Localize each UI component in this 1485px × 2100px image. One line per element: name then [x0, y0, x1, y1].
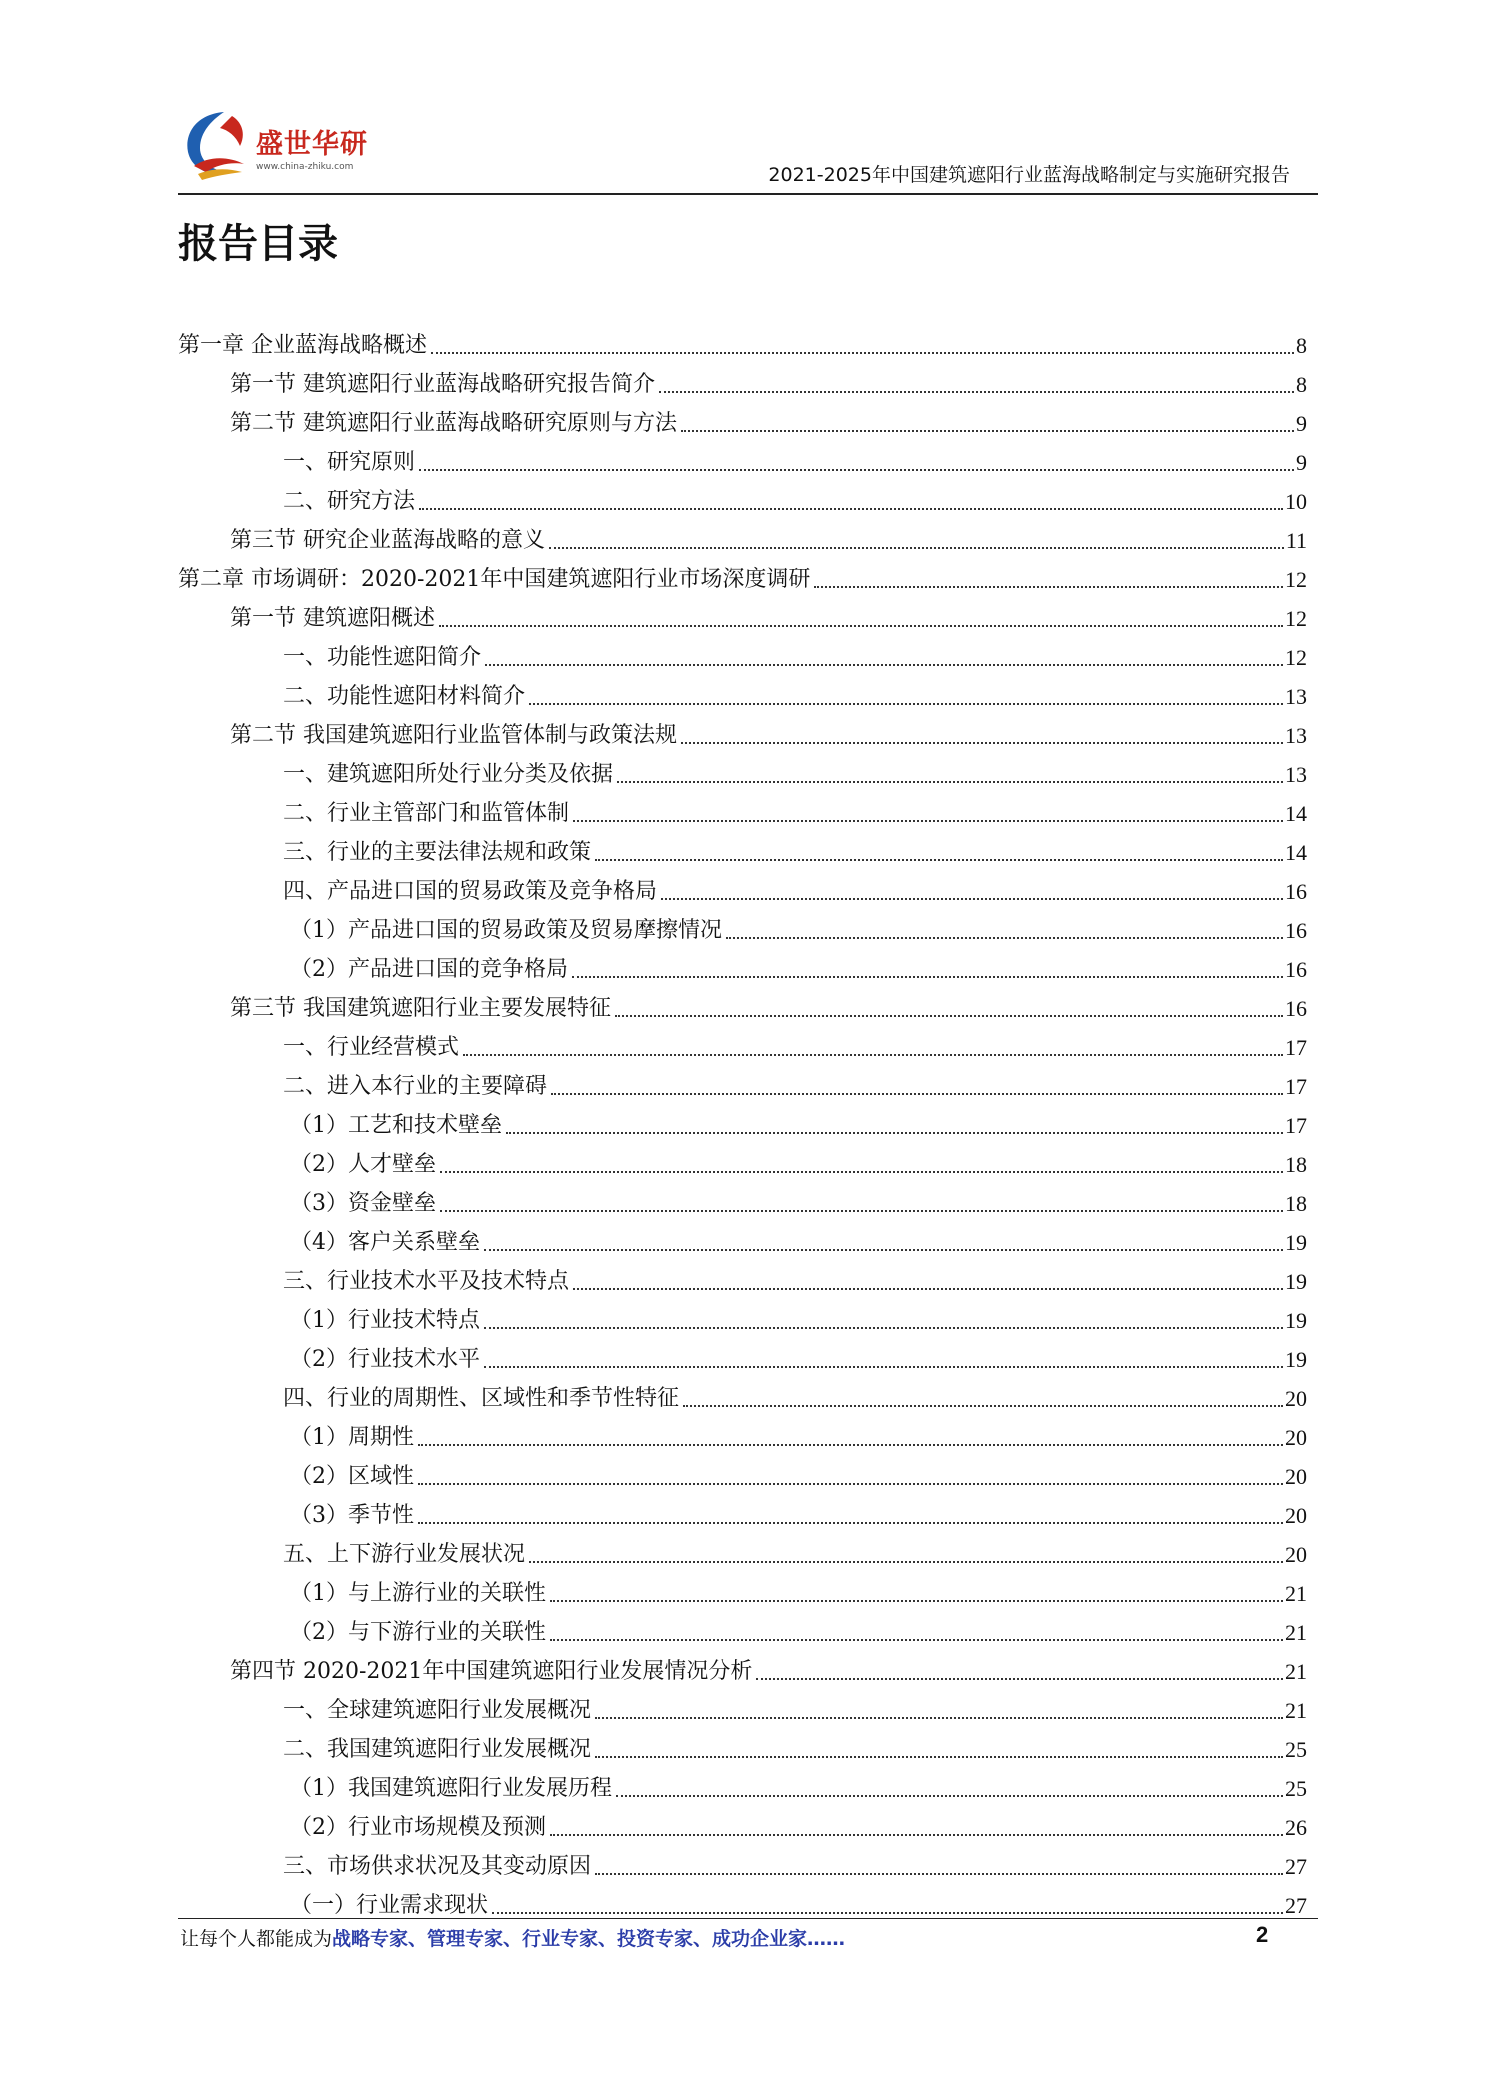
toc-entry-label: 第三节 我国建筑遮阳行业主要发展特征: [230, 996, 611, 1021]
toc-entry-label: （2）行业技术水平: [290, 1347, 480, 1372]
toc-entry-label: 一、功能性遮阳简介: [283, 645, 482, 670]
toc-dot-leader: [550, 1639, 1283, 1641]
toc-entry[interactable]: [283, 1063, 1307, 1102]
toc-entry-label: 二、进入本行业的主要障碍: [283, 1074, 548, 1099]
toc-entry-label: 三、行业的主要法律法规和政策: [283, 840, 592, 865]
toc-entry-label: （1）我国建筑遮阳行业发展历程: [290, 1776, 612, 1801]
toc-dot-leader: [419, 508, 1283, 510]
page-header: [178, 100, 1318, 196]
toc-entry[interactable]: [283, 1687, 1307, 1726]
toc-entry-page: 21: [1285, 1698, 1307, 1723]
toc-entry[interactable]: [290, 1492, 1307, 1531]
toc-entry[interactable]: [283, 868, 1307, 907]
toc-dot-leader: [529, 1561, 1283, 1563]
toc-entry-label: 二、我国建筑遮阳行业发展概况: [283, 1737, 592, 1762]
logo-emblem-icon: [178, 106, 254, 186]
toc-entry-page: 12: [1285, 567, 1307, 592]
toc-dot-leader: [419, 469, 1294, 471]
toc-dot-leader: [681, 430, 1294, 432]
toc-entry-page: 16: [1285, 996, 1307, 1021]
toc-dot-leader: [484, 1366, 1283, 1368]
toc-entry-page: 27: [1285, 1854, 1307, 1879]
toc-entry-label: （1）与上游行业的关联性: [290, 1581, 546, 1606]
toc-entry-page: 12: [1285, 645, 1307, 670]
toc-entry-page: 13: [1285, 762, 1307, 787]
toc-entry[interactable]: [283, 751, 1307, 790]
header-divider: [178, 193, 1318, 195]
toc-entry[interactable]: [283, 634, 1307, 673]
toc-entry-label: 第二节 我国建筑遮阳行业监管体制与政策法规: [230, 723, 677, 748]
toc-entry[interactable]: [290, 946, 1307, 985]
toc-entry-label: 第四节 2020-2021年中国建筑遮阳行业发展情况分析: [230, 1659, 753, 1684]
toc-entry-label: （1）行业技术特点: [290, 1308, 480, 1333]
toc-entry-label: 四、产品进口国的贸易政策及竞争格局: [283, 879, 658, 904]
toc-entry-label: 二、研究方法: [283, 489, 416, 514]
toc-entry[interactable]: [283, 1024, 1307, 1063]
toc-entry-page: 13: [1285, 684, 1307, 709]
toc-dot-leader: [484, 1249, 1283, 1251]
toc-entry-page: 25: [1285, 1737, 1307, 1762]
toc-dot-leader: [549, 547, 1284, 549]
toc-entry[interactable]: [230, 985, 1307, 1024]
toc-dot-leader: [506, 1132, 1283, 1134]
toc-entry[interactable]: [283, 1375, 1307, 1414]
toc-dot-leader: [440, 1171, 1283, 1173]
toc-entry-label: （2）人才壁垒: [290, 1152, 436, 1177]
company-logo: [178, 100, 388, 190]
toc-entry[interactable]: [290, 1180, 1307, 1219]
toc-entry-label: （2）行业市场规模及预测: [290, 1815, 546, 1840]
toc-entry-page: 21: [1285, 1581, 1307, 1606]
toc-entry-page: 21: [1285, 1620, 1307, 1645]
toc-entry[interactable]: [290, 1570, 1307, 1609]
toc-entry-label: （1）产品进口国的贸易政策及贸易摩擦情况: [290, 918, 722, 943]
toc-entry[interactable]: [230, 1648, 1307, 1687]
toc-entry-label: （4）客户关系壁垒: [290, 1230, 480, 1255]
toc-dot-leader: [756, 1678, 1283, 1680]
toc-dot-leader: [595, 1717, 1283, 1719]
toc-dot-leader: [418, 1522, 1283, 1524]
toc-entry-label: 一、建筑遮阳所处行业分类及依据: [283, 762, 614, 787]
toc-entry-page: 11: [1285, 528, 1307, 553]
toc-dot-leader: [661, 898, 1283, 900]
toc-entry-label: 三、行业技术水平及技术特点: [283, 1269, 570, 1294]
toc-entry-label: 第一节 建筑遮阳概述: [230, 606, 435, 631]
toc-dot-leader: [550, 1834, 1283, 1836]
toc-dot-leader: [615, 1015, 1283, 1017]
toc-entry-page: 27: [1285, 1893, 1307, 1918]
toc-entry[interactable]: [230, 361, 1307, 400]
toc-entry-label: （2）产品进口国的竞争格局: [290, 957, 568, 982]
toc-entry[interactable]: [283, 439, 1307, 478]
toc-entry[interactable]: [290, 1219, 1307, 1258]
toc-entry-page: 20: [1285, 1503, 1307, 1528]
toc-entry-page: 9: [1296, 450, 1307, 475]
toc-entry[interactable]: [283, 673, 1307, 712]
brand-url: www.china-zhiku.com: [256, 162, 354, 172]
toc-entry-page: 20: [1285, 1464, 1307, 1489]
toc-entry[interactable]: [290, 1336, 1307, 1375]
toc-dot-leader: [492, 1912, 1283, 1914]
toc-entry-label: 一、研究原则: [283, 450, 416, 475]
toc-dot-leader: [573, 820, 1283, 822]
toc-entry[interactable]: [283, 1843, 1307, 1882]
toc-entry[interactable]: [290, 1882, 1307, 1921]
toc-entry-page: 21: [1285, 1659, 1307, 1684]
toc-dot-leader: [551, 1093, 1283, 1095]
brand-name: 盛世华研: [256, 129, 368, 160]
toc-entry[interactable]: [230, 517, 1307, 556]
toc-dot-leader: [814, 586, 1283, 588]
toc-entry-label: （2）与下游行业的关联性: [290, 1620, 546, 1645]
toc-entry-label: （1）周期性: [290, 1425, 414, 1450]
toc-entry[interactable]: [178, 556, 1307, 595]
toc-entry-page: 18: [1285, 1191, 1307, 1216]
toc-entry-page: 19: [1285, 1308, 1307, 1333]
tagline-prefix: 让每个人都能成为: [180, 1928, 333, 1950]
toc-dot-leader: [431, 352, 1294, 354]
toc-dot-leader: [616, 1795, 1283, 1797]
toc-dot-leader: [418, 1483, 1283, 1485]
page-title: 报告目录: [178, 221, 338, 267]
toc-entry-label: 三、市场供求状况及其变动原因: [283, 1854, 592, 1879]
toc-entry[interactable]: [290, 1414, 1307, 1453]
toc-entry[interactable]: [283, 1531, 1307, 1570]
toc-entry[interactable]: [283, 829, 1307, 868]
toc-entry-label: 一、全球建筑遮阳行业发展概况: [283, 1698, 592, 1723]
toc-dot-leader: [440, 1210, 1283, 1212]
footer-tagline: [180, 1924, 845, 1951]
toc-entry-page: 17: [1285, 1074, 1307, 1099]
toc-entry-label: 第二章 市场调研：2020-2021年中国建筑遮阳行业市场深度调研: [178, 567, 811, 592]
toc-entry[interactable]: [178, 322, 1307, 361]
toc-entry-label: 第三节 研究企业蓝海战略的意义: [230, 528, 545, 553]
toc-entry[interactable]: [283, 790, 1307, 829]
page-number: 2: [1256, 1922, 1269, 1947]
toc-entry-page: 17: [1285, 1113, 1307, 1138]
toc-dot-leader: [659, 391, 1294, 393]
toc-entry-page: 19: [1285, 1230, 1307, 1255]
toc-dot-leader: [595, 1873, 1283, 1875]
toc-dot-leader: [484, 1327, 1283, 1329]
toc-entry[interactable]: [290, 1609, 1307, 1648]
toc-entry-label: 四、行业的周期性、区域性和季节性特征: [283, 1386, 680, 1411]
toc-entry-label: （2）区域性: [290, 1464, 414, 1489]
toc-entry[interactable]: [230, 712, 1307, 751]
toc-entry-page: 9: [1296, 411, 1307, 436]
toc-entry[interactable]: [283, 1726, 1307, 1765]
toc-entry-label: （一）行业需求现状: [290, 1893, 489, 1918]
toc-entry[interactable]: [290, 1141, 1307, 1180]
toc-dot-leader: [550, 1600, 1283, 1602]
toc-entry-label: （3）季节性: [290, 1503, 414, 1528]
toc-entry-page: 14: [1285, 840, 1307, 865]
toc-entry-page: 14: [1285, 801, 1307, 826]
toc-entry-label: 二、功能性遮阳材料简介: [283, 684, 526, 709]
toc-dot-leader: [485, 664, 1283, 666]
toc-dot-leader: [595, 859, 1283, 861]
toc-dot-leader: [418, 1444, 1283, 1446]
toc-dot-leader: [595, 1756, 1283, 1758]
toc-entry[interactable]: [230, 400, 1307, 439]
toc-entry-page: 20: [1285, 1386, 1307, 1411]
toc-dot-leader: [439, 625, 1283, 627]
toc-entry-page: 10: [1285, 489, 1307, 514]
toc-entry[interactable]: [290, 1297, 1307, 1336]
toc-entry-label: 第二节 建筑遮阳行业蓝海战略研究原则与方法: [230, 411, 677, 436]
toc-entry-label: 第一章 企业蓝海战略概述: [178, 333, 427, 358]
toc-entry[interactable]: [283, 1258, 1307, 1297]
toc-entry-page: 13: [1285, 723, 1307, 748]
toc-entry-page: 19: [1285, 1269, 1307, 1294]
toc-entry-page: 8: [1296, 333, 1307, 358]
toc-dot-leader: [529, 703, 1283, 705]
toc-dot-leader: [463, 1054, 1283, 1056]
toc-entry-page: 20: [1285, 1542, 1307, 1567]
toc-entry[interactable]: [230, 595, 1307, 634]
toc-entry-label: （3）资金壁垒: [290, 1191, 436, 1216]
toc-dot-leader: [726, 937, 1283, 939]
toc-entry-page: 20: [1285, 1425, 1307, 1450]
toc-entry[interactable]: [290, 1804, 1307, 1843]
toc-entry-page: 16: [1285, 918, 1307, 943]
tagline-highlight: 战略专家、管理专家、行业专家、投资专家、成功企业家……: [332, 1928, 846, 1950]
toc-entry-page: 12: [1285, 606, 1307, 631]
toc-entry-page: 25: [1285, 1776, 1307, 1801]
toc-entry[interactable]: [290, 1765, 1307, 1804]
toc-entry[interactable]: [290, 1102, 1307, 1141]
toc-entry-page: 16: [1285, 879, 1307, 904]
footer-divider: [178, 1918, 1318, 1919]
toc-entry-label: 一、行业经营模式: [283, 1035, 460, 1060]
toc-dot-leader: [681, 742, 1283, 744]
toc-entry-page: 26: [1285, 1815, 1307, 1840]
toc-entry-label: 第一节 建筑遮阳行业蓝海战略研究报告简介: [230, 372, 655, 397]
toc-dot-leader: [617, 781, 1283, 783]
toc-entry[interactable]: [290, 907, 1307, 946]
toc-entry-page: 16: [1285, 957, 1307, 982]
toc-entry-label: 五、上下游行业发展状况: [283, 1542, 526, 1567]
toc-dot-leader: [572, 976, 1283, 978]
toc-entry-page: 8: [1296, 372, 1307, 397]
toc-entry-page: 18: [1285, 1152, 1307, 1177]
toc-entry[interactable]: [283, 478, 1307, 517]
toc-entry-label: 二、行业主管部门和监管体制: [283, 801, 570, 826]
toc-entry[interactable]: [290, 1453, 1307, 1492]
toc-dot-leader: [683, 1405, 1283, 1407]
toc-entry-page: 17: [1285, 1035, 1307, 1060]
toc-dot-leader: [573, 1288, 1283, 1290]
report-title: 2021-2025年中国建筑遮阳行业蓝海战略制定与实施研究报告: [768, 164, 1290, 186]
toc-entry-page: 19: [1285, 1347, 1307, 1372]
toc-entry-label: （1）工艺和技术壁垒: [290, 1113, 502, 1138]
